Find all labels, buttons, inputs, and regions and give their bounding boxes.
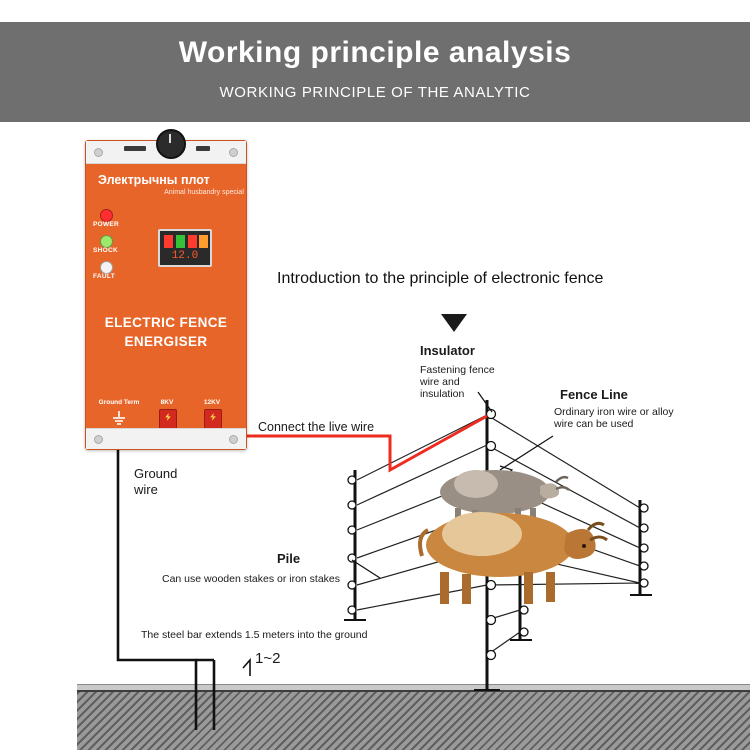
insulator-label: Insulator [420, 343, 475, 358]
screw-icon [229, 148, 238, 157]
page-title: Working principle analysis [178, 36, 572, 69]
insulator-description: Fastening fence wire and insulation [420, 364, 495, 400]
led-fault-label: FAULT [93, 273, 115, 280]
ground-wire-label: Ground wire [134, 466, 178, 497]
steel-bar-note: The steel bar extends 1.5 meters into the ground [141, 629, 368, 641]
led-power-label: POWER [93, 221, 120, 228]
pile-label: Pile [277, 551, 301, 566]
fence-line-description: Ordinary iron wire or alloy wire can be used [554, 406, 674, 430]
page-subtitle: WORKING PRINCIPLE OF THE ANALYTIC [219, 84, 531, 101]
display-segment [176, 235, 185, 248]
product-name-line2: ENERGISER [124, 334, 208, 349]
unit-top-bracket [86, 141, 246, 164]
intro-heading: Introduction to the principle of electronic fence [277, 270, 604, 287]
screw-icon [94, 148, 103, 157]
live-wire-label: Connect the live wire [258, 420, 375, 434]
product-name [86, 313, 246, 351]
device-brand: Электрычны плот [98, 173, 210, 187]
product-name-line1: ELECTRIC FENCE [104, 315, 228, 330]
terminal-label-12kv: 12KV [203, 399, 221, 406]
display-segment [199, 235, 208, 248]
electric-fence-energiser [85, 140, 247, 450]
display-segment [164, 235, 173, 248]
vent-slot [124, 146, 146, 151]
header-band [0, 22, 750, 122]
fence-line-label: Fence Line [560, 387, 628, 402]
pile-description: Can use wooden stakes or iron stakes [162, 573, 341, 585]
led-shock-label: SHOCK [93, 247, 118, 254]
display-value: 12.0 [171, 250, 199, 262]
device-brand-sub: Animal husbandry special [164, 189, 244, 196]
terminal-label-ground: Ground Term [98, 399, 140, 406]
insulator-pointer-icon [441, 314, 467, 332]
ground-soil-hatch [77, 690, 750, 750]
unit-bottom-bracket [86, 428, 246, 449]
vent-slot [196, 146, 210, 151]
power-knob[interactable] [156, 129, 186, 159]
voltage-display [158, 229, 212, 267]
ground-terminal-icon[interactable] [112, 411, 126, 427]
display-segment [188, 235, 197, 248]
screw-icon [229, 435, 238, 444]
terminal-label-8kv: 8KV [160, 399, 174, 406]
depth-label: 1~2 [255, 650, 281, 667]
screw-icon [94, 435, 103, 444]
